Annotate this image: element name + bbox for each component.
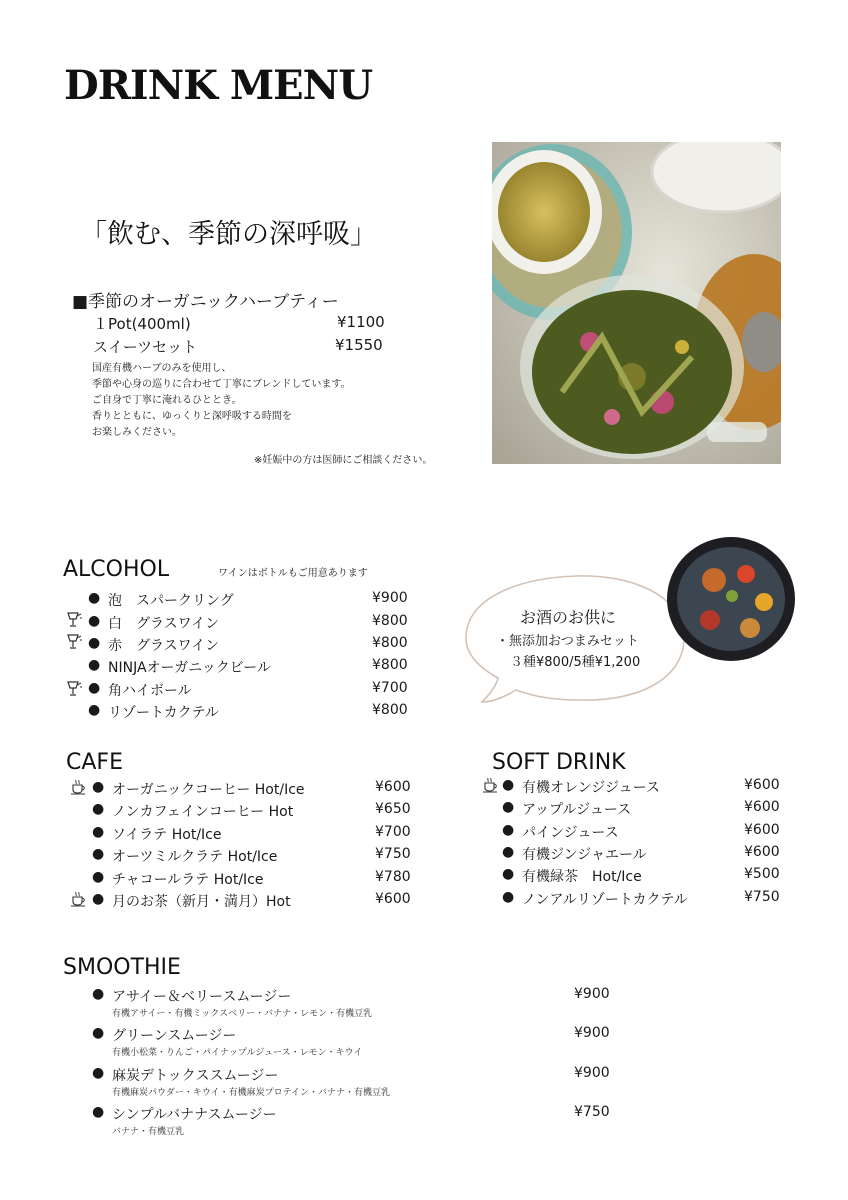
item-name: NINJAオーガニックビール bbox=[108, 660, 271, 676]
item-name: オーツミルクラテ Hot/Ice bbox=[112, 849, 278, 865]
item-ingredients: 有機小松菜・りんご・パイナップルジュース・レモン・キウイ bbox=[112, 1048, 363, 1058]
bullet: ● bbox=[88, 657, 101, 673]
bullet: ● bbox=[88, 702, 101, 718]
item-name: ノンカフェインコーヒー Hot bbox=[112, 804, 294, 820]
herbal-row-price: ¥1550 bbox=[335, 336, 383, 354]
herbal-row-label: スイーツセット bbox=[93, 338, 198, 356]
item-price: ¥900 bbox=[574, 1025, 610, 1041]
item-name: ノンアルリゾートカクテル bbox=[522, 892, 688, 908]
item-name: グリーンスムージー bbox=[112, 1028, 237, 1044]
bullet: ● bbox=[92, 846, 105, 862]
item-name: パインジュース bbox=[522, 825, 619, 841]
smoothie-heading: SMOOTHIE bbox=[63, 955, 181, 980]
item-ingredients: バナナ・有機豆乳 bbox=[112, 1127, 185, 1137]
coffee-cup-icon bbox=[482, 777, 500, 793]
item-price: ¥600 bbox=[744, 822, 780, 838]
alcohol-note: ワインはボトルもご用意あります bbox=[218, 568, 368, 579]
item-name: ソイラテ Hot/Ice bbox=[112, 827, 222, 843]
item-name: リゾートカクテル bbox=[108, 705, 219, 721]
bullet: ● bbox=[92, 1065, 105, 1081]
item-price: ¥650 bbox=[375, 801, 411, 817]
cafe-heading: CAFE bbox=[66, 750, 123, 775]
item-price: ¥600 bbox=[744, 777, 780, 793]
alcohol-heading: ALCOHOL bbox=[63, 557, 170, 582]
item-name: 有機オレンジジュース bbox=[522, 780, 660, 796]
item-name: 月のお茶（新月・満月）Hot bbox=[112, 894, 291, 910]
bullet: ● bbox=[88, 613, 101, 629]
item-name: アサイー＆ベリースムージー bbox=[112, 989, 292, 1005]
item-price: ¥600 bbox=[375, 779, 411, 795]
snack-plate-photo bbox=[666, 536, 796, 662]
bullet: ● bbox=[502, 799, 515, 815]
item-name: 有機緑茶 Hot/Ice bbox=[522, 869, 642, 885]
item-price: ¥700 bbox=[375, 824, 411, 840]
coffee-cup-icon bbox=[70, 779, 88, 795]
bullet: ● bbox=[92, 779, 105, 795]
item-ingredients: 有機アサイー・有機ミックスベリー・バナナ・レモン・有機豆乳 bbox=[112, 1009, 373, 1019]
item-price: ¥750 bbox=[574, 1104, 610, 1120]
bullet: ● bbox=[502, 822, 515, 838]
item-price: ¥600 bbox=[744, 844, 780, 860]
bullet: ● bbox=[88, 635, 101, 651]
item-price: ¥600 bbox=[375, 891, 411, 907]
item-name: 角ハイボール bbox=[108, 683, 192, 699]
item-name: 泡 スパークリング bbox=[108, 593, 234, 609]
bullet: ● bbox=[92, 1104, 105, 1120]
item-price: ¥800 bbox=[372, 635, 408, 651]
item-price: ¥700 bbox=[372, 680, 408, 696]
bullet: ● bbox=[92, 1025, 105, 1041]
soft-drink-heading: SOFT DRINK bbox=[492, 750, 626, 775]
bubble-title: お酒のお供に bbox=[520, 608, 617, 627]
herbal-tea-photo bbox=[492, 142, 781, 464]
bubble-line-1: ・無添加おつまみセット bbox=[496, 634, 639, 649]
item-price: ¥900 bbox=[372, 590, 408, 606]
item-name: オーガニックコーヒー Hot/Ice bbox=[112, 782, 305, 798]
item-name: 白 グラスワイン bbox=[108, 616, 220, 632]
bullet: ● bbox=[88, 680, 101, 696]
wine-glass-icon bbox=[66, 681, 84, 697]
item-name: シンプルバナナスムージー bbox=[112, 1107, 277, 1123]
item-price: ¥900 bbox=[574, 986, 610, 1002]
bullet: ● bbox=[502, 777, 515, 793]
herbal-note: ※妊娠中の方は医師にご相談ください。 bbox=[254, 455, 433, 466]
page-title: DRINK MENU bbox=[64, 62, 373, 109]
item-price: ¥750 bbox=[375, 846, 411, 862]
item-price: ¥800 bbox=[372, 657, 408, 673]
item-price: ¥800 bbox=[372, 613, 408, 629]
wine-glass-icon bbox=[66, 612, 84, 628]
herbal-tea-title: ■季節のオーガニックハーブティー bbox=[72, 292, 339, 312]
item-price: ¥500 bbox=[744, 866, 780, 882]
item-name: 有機ジンジャエール bbox=[522, 847, 647, 863]
bullet: ● bbox=[92, 891, 105, 907]
item-price: ¥600 bbox=[744, 799, 780, 815]
item-ingredients: 有機麻炭パウダー・キウイ・有機麻炭プロテイン・バナナ・有機豆乳 bbox=[112, 1088, 391, 1098]
bullet: ● bbox=[92, 986, 105, 1002]
item-price: ¥900 bbox=[574, 1065, 610, 1081]
bullet: ● bbox=[92, 801, 105, 817]
item-name: アップルジュース bbox=[522, 802, 632, 818]
bubble-line-2: ３種¥800/5種¥1,200 bbox=[510, 655, 641, 670]
item-name: チャコールラテ Hot/Ice bbox=[112, 872, 264, 888]
coffee-cup-icon bbox=[70, 891, 88, 907]
bullet: ● bbox=[502, 866, 515, 882]
bullet: ● bbox=[92, 824, 105, 840]
herbal-description: 国産有機ハーブのみを使用し、 季節や心身の巡りに合わせて丁寧にブレンドしています。 ご自身で丁寧に淹れるひととき。 香りとともに、ゆっくりと深呼吸する時間を お楽しみください。 bbox=[92, 363, 351, 438]
item-name: 赤 グラスワイン bbox=[108, 638, 220, 654]
tagline: 「飲む、季節の深呼吸」 bbox=[80, 219, 377, 250]
item-price: ¥750 bbox=[744, 889, 780, 905]
wine-glass-icon bbox=[66, 634, 84, 650]
bullet: ● bbox=[88, 590, 101, 606]
item-price: ¥800 bbox=[372, 702, 408, 718]
bullet: ● bbox=[502, 844, 515, 860]
herbal-row-label: １Pot(400ml) bbox=[93, 315, 191, 333]
item-name: 麻炭デトックススムージー bbox=[112, 1068, 279, 1084]
bullet: ● bbox=[92, 869, 105, 885]
herbal-row-price: ¥1100 bbox=[337, 313, 385, 331]
item-price: ¥780 bbox=[375, 869, 411, 885]
bullet: ● bbox=[502, 889, 515, 905]
